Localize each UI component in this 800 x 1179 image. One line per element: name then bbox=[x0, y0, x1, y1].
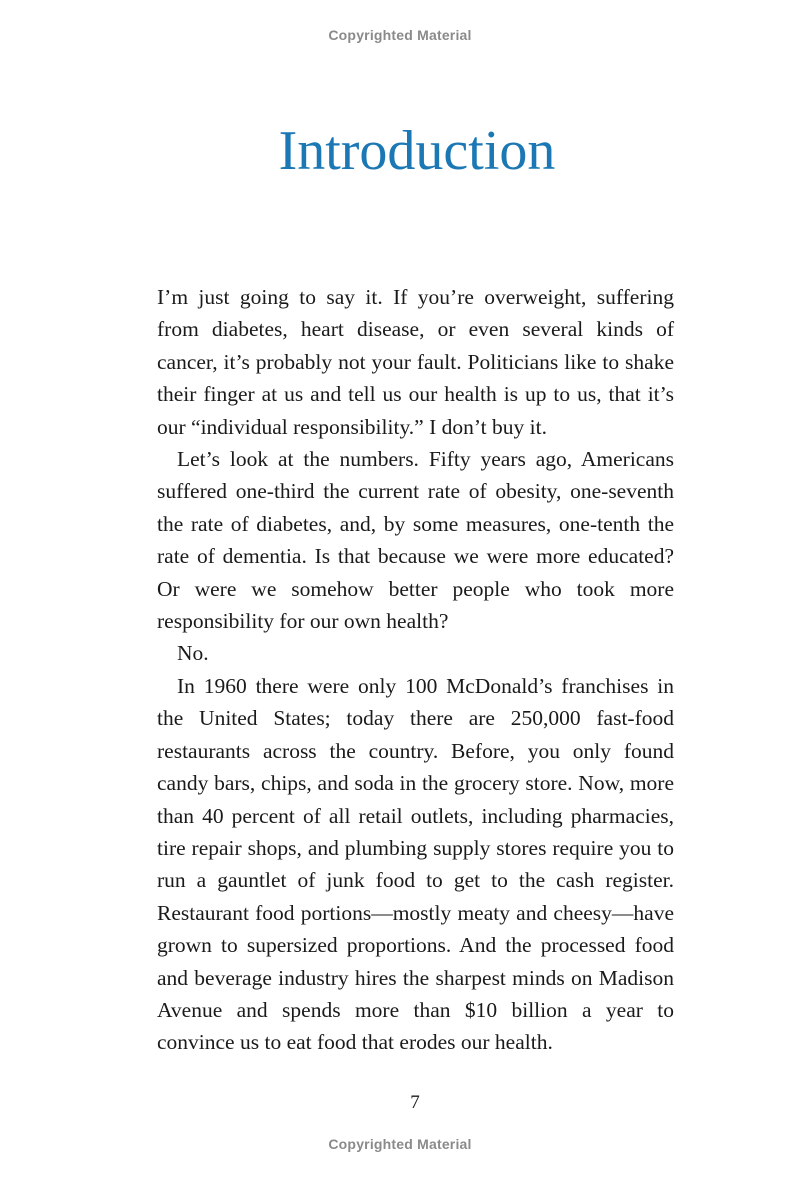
paragraph-3: No. bbox=[177, 641, 209, 666]
chapter-title: Introduction bbox=[278, 120, 556, 182]
page-number: 7 bbox=[410, 1092, 420, 1113]
paragraph-2: Let’s look at the numbers. Fifty years ago, Americans suffered one-third the current rate of obesity, one-seventh the rate of diabetes, and, by some measures, one-tenth the rate of dementia. Is that because we were more educated? Or were we somehow better people who took more responsibility for our own health? bbox=[157, 447, 674, 634]
paragraph-1: I’m just going to say it. If you’re overweight, suffering from diabetes, heart disease, or even several kinds of cancer, it’s probably not your fault. Politicians like to shake their finger at us and tell us our health is up to us, that it’s our “individual responsibility.” I don’t buy it. bbox=[157, 285, 674, 439]
copyright-watermark-bottom: Copyrighted Material bbox=[328, 1136, 472, 1152]
copyright-watermark-top: Copyrighted Material bbox=[328, 27, 472, 43]
chapter-body bbox=[157, 281, 674, 1059]
paragraph-4: In 1960 there were only 100 McDonald’s franchises in the United States; today there are 250,000 fast-food restaurants across the country. Before, you only found candy bars, chips, and soda in the grocery store. Now, more than 40 percent of all retail outlets, including pharmacies, tire repair shops, and plumbing supply stores require you to run a gauntlet of junk food to get to the cash register. Restaurant food portions—mostly meaty and cheesy—have grown to supersized proportions. And the processed food and beverage industry hires the sharpest minds on Madison Avenue and spends more than $10 billion a year to convince us to eat food that erodes our health. bbox=[157, 673, 674, 1055]
